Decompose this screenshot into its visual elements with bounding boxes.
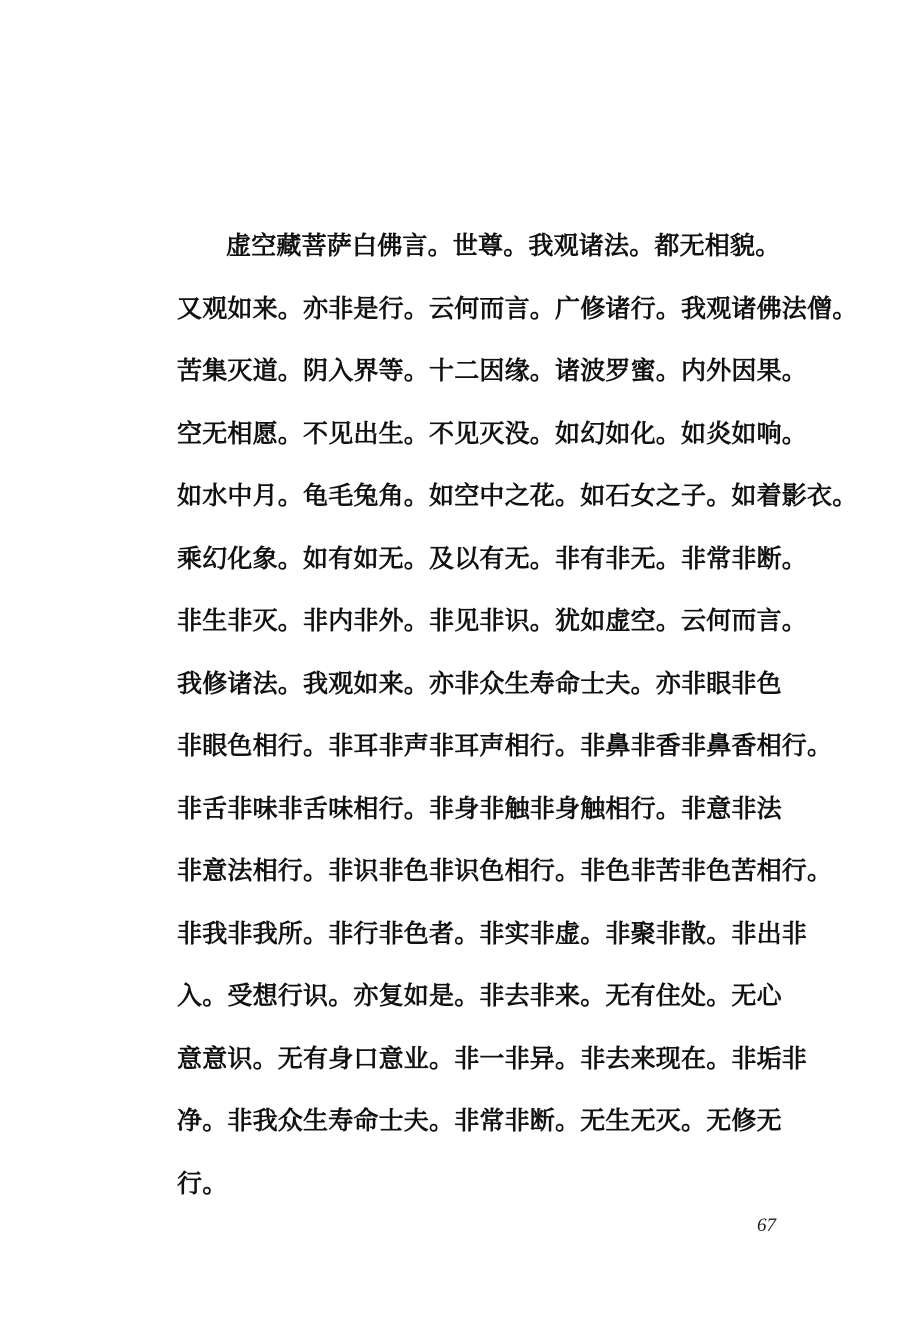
text-line: 如水中月。龟毛兔角。如空中之花。如石女之子。如着影衣。 <box>177 481 858 510</box>
text-line: 又观如来。亦非是行。云何而言。广修诸行。我观诸佛法僧。 <box>177 293 858 323</box>
text-line: 非舌非味非舌味相行。非身非触非身触相行。非意非法 <box>177 793 782 823</box>
text-line: 虚空藏菩萨白佛言。世尊。我观诸法。都无相貌。 <box>226 231 781 260</box>
text-line: 意意识。无有身口意业。非一非异。非去来现在。非垢非 <box>177 1043 808 1073</box>
text-line: 空无相愿。不见出生。不见灭没。如幻如化。如炎如响。 <box>177 418 808 448</box>
text-line: 净。非我众生寿命士夫。非常非断。无生无灭。无修无 <box>177 1106 782 1135</box>
text-line: 乘幻化象。如有如无。及以有无。非有非无。非常非断。 <box>177 543 808 573</box>
text-line: 非眼色相行。非耳非声非耳声相行。非鼻非香非鼻香相行。 <box>177 731 833 760</box>
text-line: 非我非我所。非行非色者。非实非虚。非聚非散。非出非 <box>177 918 808 948</box>
page-number: 67 <box>757 1215 776 1236</box>
text-line: 苦集灭道。阴入界等。十二因缘。诸波罗蜜。内外因果。 <box>177 356 808 385</box>
text-line: 非生非灭。非内非外。非见非识。犹如虚空。云何而言。 <box>177 606 808 635</box>
text-line: 行。 <box>177 1168 228 1198</box>
text-line: 入。受想行识。亦复如是。非去非来。无有住处。无心 <box>177 981 782 1010</box>
body-text <box>177 224 858 1224</box>
text-line: 我修诸法。我观如来。亦非众生寿命士夫。亦非眼非色 <box>177 668 782 698</box>
text-line: 非意法相行。非识非色非识色相行。非色非苦非色苦相行。 <box>177 856 833 885</box>
